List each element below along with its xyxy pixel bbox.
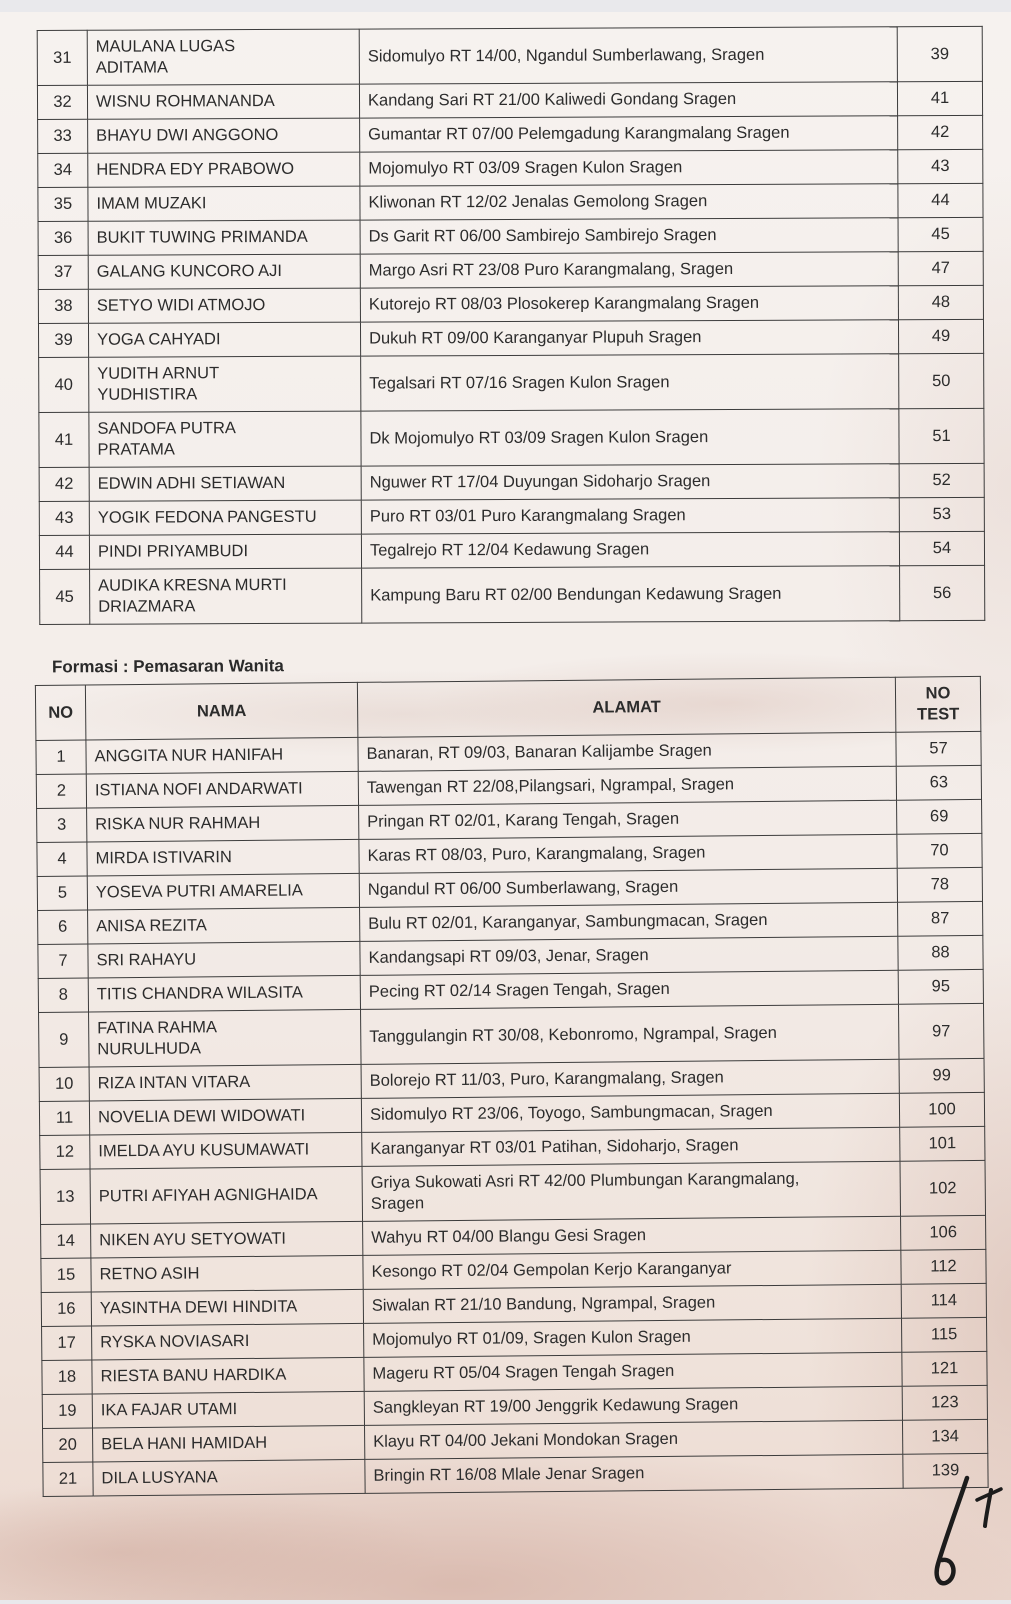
- cell-no-test: 50: [899, 353, 984, 408]
- cell-no: 1: [36, 740, 86, 774]
- cell-no-test: 87: [898, 901, 983, 936]
- cell-no-test: 114: [901, 1283, 986, 1318]
- cell-nama: RETNO ASIH: [91, 1255, 363, 1292]
- cell-no: 12: [40, 1135, 90, 1169]
- cell-alamat: Siwalan RT 21/10 Bandung, Ngrampal, Sragen: [363, 1284, 901, 1323]
- cell-nama: EDWIN ADHI SETIAWAN: [89, 466, 361, 501]
- cell-nama: MIRDA ISTIVARIN: [87, 839, 359, 876]
- cell-alamat: Bolorejo RT 11/03, Puro, Karangmalang, Sragen: [361, 1059, 899, 1098]
- cell-alamat: Kampung Baru RT 02/00 Bendungan Kedawung Sragen: [362, 566, 900, 623]
- cell-no: 39: [38, 323, 88, 357]
- cell-alamat: Margo Asri RT 23/08 Puro Karangmalang, Sragen: [360, 252, 898, 288]
- cell-no: 36: [38, 221, 88, 255]
- table-row: [40, 1160, 985, 1224]
- table-row: [39, 408, 984, 467]
- cell-alamat: Mageru RT 05/04 Sragen Tengah Sragen: [364, 1352, 902, 1391]
- cell-no-test: 102: [900, 1160, 986, 1216]
- cell-no: 44: [39, 535, 89, 569]
- cell-no: 9: [39, 1012, 90, 1067]
- cell-no: 19: [42, 1394, 92, 1428]
- cell-no: 31: [37, 30, 87, 85]
- cell-nama: IMAM MUZAKI: [88, 186, 360, 221]
- cell-nama: YOSEVA PUTRI AMARELIA: [87, 873, 359, 910]
- cell-no: 33: [38, 119, 88, 153]
- cell-no-test: 121: [902, 1351, 987, 1386]
- table-row: [39, 1003, 984, 1067]
- cell-no: 11: [39, 1101, 89, 1135]
- cell-alamat: Dukuh RT 09/00 Karanganyar Plupuh Sragen: [360, 320, 898, 356]
- cell-alamat: Kliwonan RT 12/02 Jenalas Gemolong Sragen: [360, 184, 898, 220]
- cell-alamat: Kandang Sari RT 21/00 Kaliwedi Gondang Sragen: [359, 82, 897, 118]
- cell-nama: ISTIANA NOFI ANDARWATI: [86, 771, 358, 808]
- cell-no-test: 39: [897, 26, 982, 81]
- cell-nama: PINDI PRIYAMBUDI: [89, 534, 361, 569]
- cell-nama: HENDRA EDY PRABOWO: [88, 152, 360, 187]
- cell-no: 34: [38, 153, 88, 187]
- cell-nama: NIKEN AYU SETYOWATI: [91, 1221, 363, 1258]
- table-header-row: [35, 676, 980, 740]
- cell-no: 41: [39, 412, 89, 467]
- table-row: [38, 285, 983, 323]
- cell-no-test: 112: [901, 1249, 986, 1284]
- cell-nama: DILA LUSYANA: [93, 1459, 365, 1496]
- cell-nama: YOGIK FEDONA PANGESTU: [89, 500, 361, 535]
- cell-nama: SANDOFA PUTRA PRATAMA: [89, 411, 361, 467]
- cell-alamat: Dk Mojomulyo RT 03/09 Sragen Kulon Sragen: [361, 409, 899, 466]
- cell-no: 20: [43, 1428, 93, 1462]
- cell-no-test: 56: [900, 565, 985, 620]
- cell-no: 2: [36, 774, 86, 808]
- cell-no-test: 139: [903, 1453, 988, 1488]
- header-no-test: NO TEST: [895, 676, 981, 732]
- cell-nama: MAULANA LUGAS ADITAMA: [87, 29, 359, 85]
- cell-alamat: Kesongo RT 02/04 Gempolan Kerjo Karanganyar: [363, 1250, 901, 1289]
- table-row: [38, 183, 983, 221]
- cell-alamat: Wahyu RT 04/00 Blangu Gesi Sragen: [363, 1216, 901, 1255]
- cell-alamat: Griya Sukowati Asri RT 42/00 Plumbungan Karangmalang, Sragen: [362, 1161, 901, 1221]
- cell-no-test: 52: [899, 463, 984, 497]
- table-row: [39, 497, 984, 535]
- cell-no: 40: [39, 357, 89, 412]
- cell-no: 43: [39, 501, 89, 535]
- cell-no: 5: [37, 876, 87, 910]
- cell-no: 10: [39, 1067, 89, 1101]
- cell-alamat: Klayu RT 04/00 Jekani Mondokan Sragen: [365, 1420, 903, 1459]
- cell-no-test: 99: [899, 1058, 984, 1093]
- cell-alamat: Sidomulyo RT 23/06, Toyogo, Sambungmacan, Sragen: [361, 1093, 899, 1132]
- cell-no-test: 45: [898, 217, 983, 251]
- cell-no: 8: [38, 978, 88, 1012]
- section-title-formasi-pemasaran-wanita: Formasi : Pemasaran Wanita: [51, 656, 284, 677]
- cell-alamat: Gumantar RT 07/00 Pelemgadung Karangmalang Sragen: [360, 116, 898, 152]
- cell-nama: GALANG KUNCORO AJI: [88, 254, 360, 289]
- cell-nama: AUDIKA KRESNA MURTI DRIAZMARA: [90, 568, 362, 624]
- cell-no-test: 123: [902, 1385, 987, 1420]
- table-row: [39, 463, 984, 501]
- cell-alamat: Tegalsari RT 07/16 Sragen Kulon Sragen: [361, 354, 899, 411]
- table-row: [38, 115, 983, 153]
- cell-no: 16: [41, 1292, 91, 1326]
- table-row: [37, 81, 982, 119]
- cell-no: 4: [37, 842, 87, 876]
- cell-no-test: 49: [898, 319, 983, 353]
- cell-alamat: Pringan RT 02/01, Karang Tengah, Sragen: [359, 800, 897, 839]
- cell-alamat: Tanggulangin RT 30/08, Kebonromo, Ngrampal, Sragen: [361, 1004, 900, 1064]
- cell-alamat: Puro RT 03/01 Puro Karangmalang Sragen: [361, 498, 899, 534]
- cell-nama: PUTRI AFIYAH AGNIGHAIDA: [90, 1166, 363, 1224]
- cell-no-test: 100: [899, 1092, 984, 1127]
- table-formasi-pemasaran-wanita: [35, 676, 989, 1497]
- cell-nama: RISKA NUR RAHMAH: [87, 805, 359, 842]
- table-row: [37, 26, 982, 85]
- table-row: [38, 149, 983, 187]
- cell-nama: SRI RAHAYU: [88, 941, 360, 978]
- cell-no-test: 57: [896, 731, 981, 766]
- cell-alamat: Mojomulyo RT 01/09, Sragen Kulon Sragen: [364, 1318, 902, 1357]
- cell-alamat: Sangkleyan RT 19/00 Jenggrik Kedawung Sragen: [364, 1386, 902, 1425]
- table-row: [39, 531, 984, 569]
- cell-alamat: Mojomulyo RT 03/09 Sragen Kulon Sragen: [360, 150, 898, 186]
- cell-no: 3: [37, 808, 87, 842]
- cell-alamat: Kutorejo RT 08/03 Plosokerep Karangmalang Sragen: [360, 286, 898, 322]
- cell-no-test: 106: [901, 1215, 986, 1250]
- cell-no-test: 53: [899, 497, 984, 531]
- cell-no: 35: [38, 187, 88, 221]
- cell-no: 15: [41, 1258, 91, 1292]
- cell-nama: YASINTHA DEWI HINDITA: [91, 1289, 363, 1326]
- cell-no: 21: [43, 1462, 93, 1496]
- cell-nama: NOVELIA DEWI WIDOWATI: [89, 1098, 361, 1135]
- cell-alamat: Ds Garit RT 06/00 Sambirejo Sambirejo Sragen: [360, 218, 898, 254]
- cell-alamat: Tawengan RT 22/08,Pilangsari, Ngrampal, Sragen: [358, 766, 896, 805]
- cell-alamat: Banaran, RT 09/03, Banaran Kalijambe Sragen: [358, 732, 896, 771]
- cell-alamat: Bringin RT 16/08 Mlale Jenar Sragen: [365, 1454, 903, 1493]
- cell-nama: YUDITH ARNUT YUDHISTIRA: [89, 356, 361, 412]
- table-row: [39, 353, 984, 412]
- cell-nama: RIZA INTAN VITARA: [89, 1064, 361, 1101]
- cell-no-test: 97: [898, 1003, 984, 1059]
- cell-no: 18: [42, 1360, 92, 1394]
- table-row: [40, 565, 985, 624]
- cell-no-test: 95: [898, 969, 983, 1004]
- cell-alamat: Bulu RT 02/01, Karanganyar, Sambungmacan, Sragen: [360, 902, 898, 941]
- cell-no: 37: [38, 255, 88, 289]
- cell-no: 45: [40, 569, 90, 624]
- cell-no: 6: [38, 910, 88, 944]
- document-page: [0, 12, 1011, 1600]
- cell-no-test: 69: [897, 799, 982, 834]
- cell-no-test: 48: [898, 285, 983, 319]
- cell-no-test: 54: [899, 531, 984, 565]
- cell-no: 17: [42, 1326, 92, 1360]
- cell-no: 32: [37, 85, 87, 119]
- cell-no-test: 43: [898, 149, 983, 183]
- cell-alamat: Pecing RT 02/14 Sragen Tengah, Sragen: [360, 970, 898, 1009]
- cell-alamat: Ngandul RT 06/00 Sumberlawang, Sragen: [359, 868, 897, 907]
- cell-no: 42: [39, 467, 89, 501]
- cell-nama: SETYO WIDI ATMOJO: [88, 288, 360, 323]
- cell-nama: TITIS CHANDRA WILASITA: [88, 975, 360, 1012]
- handwritten-pen-mark: [905, 1464, 1005, 1604]
- cell-alamat: Sidomulyo RT 14/00, Ngandul Sumberlawang, Sragen: [359, 27, 897, 84]
- cell-no-test: 134: [902, 1419, 987, 1454]
- cell-nama: BHAYU DWI ANGGONO: [88, 118, 360, 153]
- cell-no: 13: [40, 1169, 91, 1224]
- header-alamat: ALAMAT: [357, 677, 896, 737]
- table-row: [38, 217, 983, 255]
- cell-no-test: 41: [897, 81, 982, 115]
- cell-alamat: Karas RT 08/03, Puro, Karangmalang, Sragen: [359, 834, 897, 873]
- cell-nama: RYSKA NOVIASARI: [92, 1323, 364, 1360]
- cell-nama: BELA HANI HAMIDAH: [93, 1425, 365, 1462]
- cell-nama: FATINA RAHMA NURULHUDA: [89, 1009, 362, 1067]
- cell-nama: IMELDA AYU KUSUMAWATI: [90, 1132, 362, 1169]
- cell-no: 14: [41, 1224, 91, 1258]
- cell-alamat: Tegalrejo RT 12/04 Kedawung Sragen: [361, 532, 899, 568]
- cell-no-test: 115: [902, 1317, 987, 1352]
- header-no: NO: [35, 685, 86, 740]
- cell-nama: YOGA CAHYADI: [88, 322, 360, 357]
- cell-no-test: 44: [898, 183, 983, 217]
- cell-no-test: 42: [898, 115, 983, 149]
- cell-nama: ANISA REZITA: [88, 907, 360, 944]
- cell-nama: RIESTA BANU HARDIKA: [92, 1357, 364, 1394]
- table-row: [38, 319, 983, 357]
- table-formasi-continued: [37, 26, 986, 625]
- header-nama: NAMA: [85, 682, 358, 740]
- photo-top-strip: [0, 0, 1011, 12]
- cell-alamat: Kandangsapi RT 09/03, Jenar, Sragen: [360, 936, 898, 975]
- cell-nama: WISNU ROHMANANDA: [87, 84, 359, 119]
- cell-no-test: 51: [899, 408, 984, 463]
- cell-no: 7: [38, 944, 88, 978]
- cell-nama: BUKIT TUWING PRIMANDA: [88, 220, 360, 255]
- cell-no: 38: [38, 289, 88, 323]
- cell-no-test: 78: [897, 867, 982, 902]
- table-row: [38, 251, 983, 289]
- cell-no-test: 47: [898, 251, 983, 285]
- cell-no-test: 63: [896, 765, 981, 800]
- cell-nama: IKA FAJAR UTAMI: [92, 1391, 364, 1428]
- cell-alamat: Nguwer RT 17/04 Duyungan Sidoharjo Sragen: [361, 464, 899, 500]
- cell-no-test: 88: [898, 935, 983, 970]
- cell-nama: ANGGITA NUR HANIFAH: [86, 737, 358, 774]
- cell-alamat: Karanganyar RT 03/01 Patihan, Sidoharjo, Sragen: [362, 1127, 900, 1166]
- cell-no-test: 70: [897, 833, 982, 868]
- cell-no-test: 101: [900, 1126, 985, 1161]
